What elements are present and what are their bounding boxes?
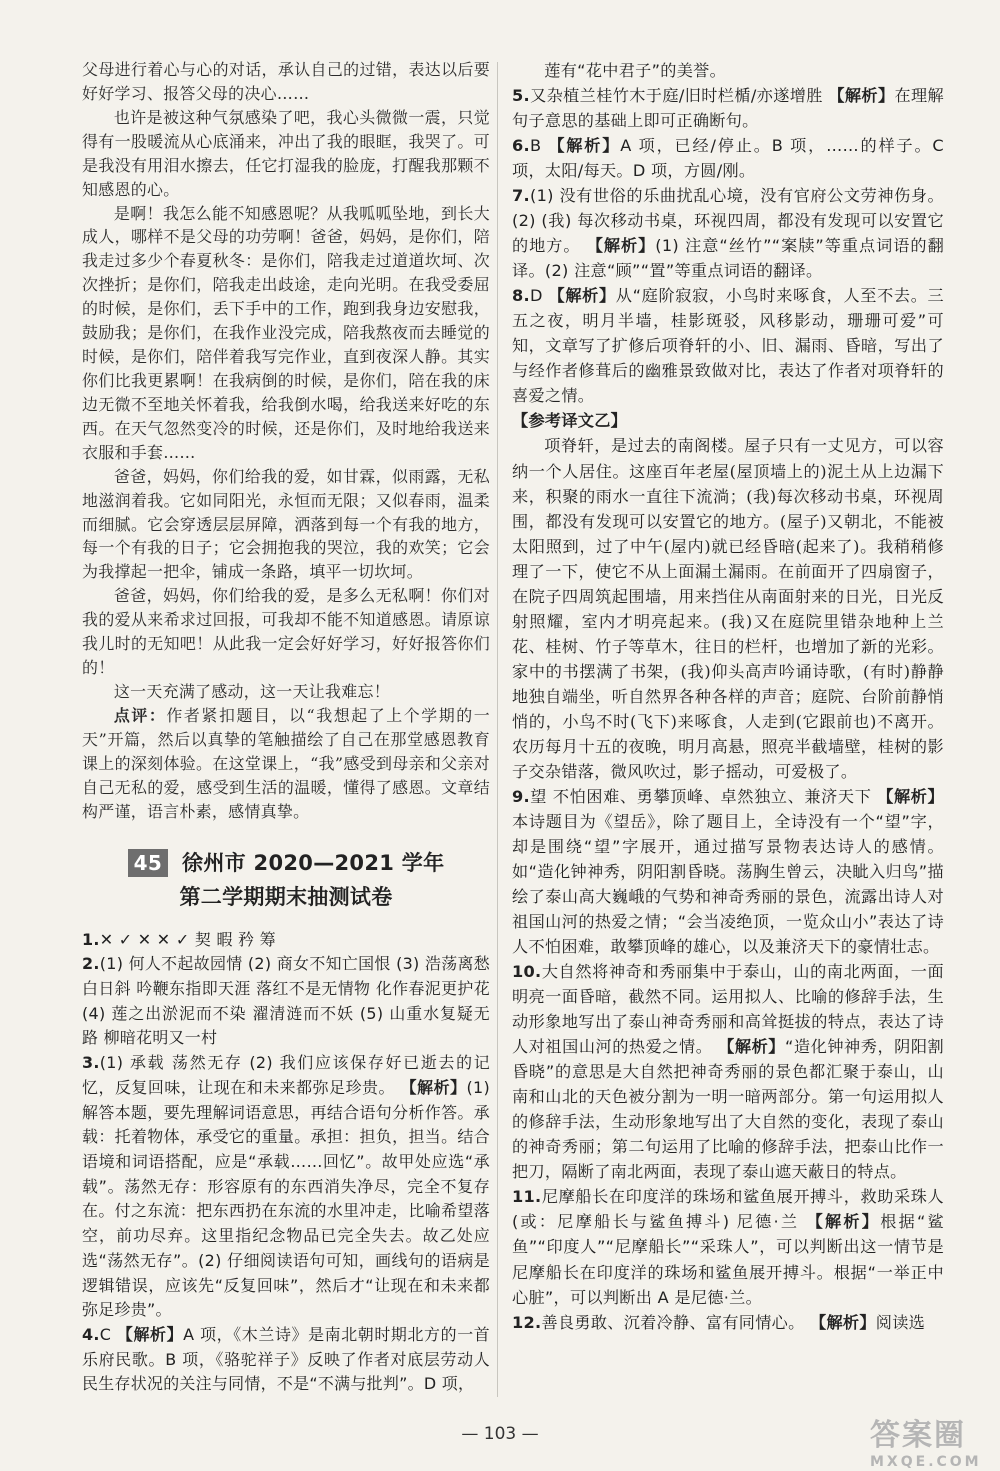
answer-text: (1) 没有世俗的乐曲扰乱心境，没有官府公文劳神伤身。(2) (我) 每次移动书桌，环视四周，都没有发现可以安置它的地方。 — [512, 186, 944, 256]
essay-paragraph: 是啊！我怎么能不知感恩呢？从我呱呱坠地，到长大成人，哪样不是父母的功劳啊！爸爸，妈妈，是你们，陪我走过多少个春夏秋冬：是你们，陪我走过道道坎坷、次次挫折；是你们，陪我走出歧途，走向光明。在我受委屈的时候，是你们，丢下手中的工作，跑到我身边安慰我，鼓励我；是你们，在我作业没完成，陪我熬夜而去睡觉的时候，是你们，陪伴着我写完作业，直到夜深人静。其实你们比我更累啊！在我病倒的时候，是你们，陪在我的床边无微不至地关怀着我，给我倒水喝，给我送来好吃的东西。在天气忽然变冷的时候，还是你们，及时地给我送来衣服和手套…… — [82, 203, 490, 462]
reference-translation-label: 【参考译文乙】 — [512, 411, 628, 431]
analysis-text: (1) 解答本题，要先理解词语意思，再结合语句分析作答。承载：托着物体，承受它的重量。承担：担负，担当。结合语境和词语搭配，应是“承载……回忆”。故甲处应选“承载”。荡然无存：形容原有的东西消失净尽，完全不复存在。付之东流：把东西扔在东流的水里冲走，比喻希望落空，前功尽弃。这里指纪念物品已完全失去。故乙处应选“荡然无存”。(2) 仔细阅读语句可知，画线句的语病是逻辑错误，应该先“反复回味”，然后才“让现在和未来都弥足珍贵”。 — [82, 1077, 491, 1320]
answer-number: 6. — [512, 136, 530, 156]
answer-item — [512, 83, 944, 133]
answer-number: 3. — [82, 1053, 100, 1073]
analysis-text: A 项，《木兰诗》是南北朝时期北方的一首乐府民歌。B 项，《骆驼祥子》反映了作者对底层劳动人民生存状况的关注与同情，不是“不满与批判”。D 项， — [82, 1325, 490, 1394]
answer-item — [82, 1051, 490, 1323]
reference-translation-text: 项脊轩，是过去的南阁楼。屋子只有一丈见方，可以容纳一个人居住。这座百年老屋(屋顶墙上的)泥土从上边漏下来，积聚的雨水一直往下流淌；(我)每次移动书桌，环视周围，都没有发现可以安置它的地方。(屋子)又朝北，不能被太阳照到，过了中午(屋内)就已经昏暗(起来了)。我稍稍修理了一下，使它不从上面漏土漏雨。在前面开了四扇窗子，在院子四周筑起围墙，用来挡住从南面射来的日光，日光反射照耀，室内才明亮起来。(我)又在庭院里错杂地种上兰花、桂树、竹子等草木，往日的栏杆，也增加了新的光彩。家中的书摆满了书架，(我)仰头高声吟诵诗歌，(有时)静静地独自端坐，听自然界各种各样的声音；庭院、台阶前静悄悄的，小鸟不时(飞下)来啄食，人走到(它跟前也)不离开。农历每月十五的夜晚，明月高悬，照亮半截墙壁，桂树的影子交杂错落，微风吹过，影子摇动，可爱极了。 — [512, 436, 944, 781]
answer-item — [82, 1323, 490, 1397]
answer-text: 尼摩船长在印度洋的珠场和鲨鱼展开搏斗，救助采珠人(或：尼摩船长与鲨鱼搏斗) 尼德·兰 — [512, 1187, 944, 1232]
analysis-text: 本诗题目为《望岳》，除了题目上，全诗没有一个“望”字，却是围绕“望”字展开，通过描写景物表达诗人的感情。如“造化钟神秀，阴阳割昏晓。荡胸生曾云，决眦入归鸟”描绘了泰山高大巍峨的气势和神奇秀丽的景色，流露出诗人对祖国山河的热爱之情；“会当凌绝顶，一览众山小”表达了诗人不怕困难，敢攀顶峰的雄心，以及兼济天下的豪情壮志。 — [512, 811, 944, 957]
analysis-text: A 项，已经/停止。B 项，……的样子。C 项，太阳/每天。D 项，方圆/刚。 — [512, 136, 944, 181]
analysis-text: (1) 注意“丝竹”“案牍”等重点词语的翻译。(2) 注意“顾”“置”等重点词语的翻译。 — [512, 236, 945, 281]
answer-number: 2. — [82, 954, 100, 974]
answer-number: 1. — [82, 929, 100, 949]
continued-line: 莲有“花中君子”的美誉。 — [544, 61, 727, 80]
analysis-text: “造化钟神秀，阴阳割昏晓”的意思是大自然把神奇秀丽的景色都汇聚于泰山，山南和山北的天色被分割为一明一暗两部分。第一句运用拟人的修辞手法，生动形象地写出了大自然的变化，表现了泰山的神奇秀丽；第二句运用了比喻的修辞手法，把泰山比作一把刀，隔断了南北两面，表现了泰山遮天蔽日的特点。 — [512, 1037, 945, 1182]
answer-text: B — [529, 136, 542, 156]
answer-text: 善良勇敢、沉着冷静、富有同情心。 — [541, 1312, 805, 1332]
answer-number: 7. — [512, 186, 530, 206]
column-divider — [497, 62, 498, 1397]
left-column — [82, 58, 490, 1401]
right-column — [512, 58, 944, 1401]
section-heading — [82, 846, 490, 914]
essay-paragraph: 爸爸，妈妈，你们给我的爱，如甘霖，似雨露，无私地滋润着我。它如同阳光，永恒而无限；又似春雨，温柔而细腻。它会穿透层层屏障，洒落到每一个有我的地方，每一个有我的日子；它会拥抱我的哭泣，我的欢笑；它会为我撑起一把伞，铺成一条路，填平一切坎坷。 — [82, 466, 490, 582]
answer-text: 大自然将神奇和秀丽集中于泰山，山的南北两面，一面明亮一面昏暗，截然不同。运用拟人、比喻的修辞手法，生动形象地写出了泰山神奇秀丽和高耸挺拔的特点，表达了诗人对祖国山河的热爱之情。 — [512, 962, 944, 1057]
analysis-tag: 【解析】 — [877, 786, 945, 806]
analysis-tag: 【解析】 — [810, 1312, 876, 1332]
comment-text: 作者紧扣题目，以“我想起了上个学期的一天”开篇，然后以真挚的笔触描绘了自己在那堂感恩教育课上的深刻体验。在这堂课上，“我”感受到母亲和父亲对自己无私的爱，感受到生活的温暖，懂得了感恩。文章结构严谨，语言朴素，感情真挚。 — [82, 705, 490, 821]
answer-number: 10. — [512, 962, 542, 982]
page-number: — 103 — — [461, 1424, 539, 1444]
answer-item — [512, 283, 944, 408]
answer-number: 11. — [512, 1187, 542, 1207]
answer-text: (1) 承载 荡然无存 (2) 我们应该保存好已逝去的记忆，反复回味，让现在和未来都弥足珍贵。 — [82, 1053, 490, 1097]
analysis-tag: 【解析】 — [400, 1077, 467, 1097]
site-watermark-logo — [870, 1410, 982, 1470]
analysis-text: 从“庭阶寂寂，小鸟时来啄食，人至不去。三五之夜，明月半墙，桂影斑驳，风移影动，珊珊可爱”可知，文章写了扩修后项脊轩的小、旧、漏雨、昏暗，写出了与经作者修葺后的幽雅景致做对比，表达了作者对项脊轩的喜爱之情。 — [512, 286, 944, 406]
analysis-tag: 【解析】 — [548, 136, 621, 156]
comment-paragraph — [82, 704, 490, 824]
answer-item — [512, 183, 944, 283]
answer-text: ✕ ✓ ✕ ✕ ✓ 契 暇 矜 筹 — [99, 929, 276, 949]
answer-item — [82, 928, 490, 953]
answer-text: 又杂植兰桂竹木于庭/旧时栏楯/亦遂增胜 — [529, 86, 823, 106]
essay-paragraph: 这一天充满了感动，这一天让我难忘！ — [113, 681, 390, 701]
answer-item — [512, 1310, 944, 1335]
answer-item — [512, 133, 944, 183]
essay-paragraph: 父母进行着心与心的对话，承认自己的过错，表达以后要好好学习、报答父母的决心…… — [82, 60, 490, 103]
watermark-url: MXQE.COM — [870, 1454, 982, 1470]
answer-text: D — [529, 286, 543, 306]
section-title-line1: 徐州市 2020—2021 学年 — [182, 850, 445, 875]
answer-number: 5. — [512, 86, 530, 106]
answer-number: 8. — [512, 286, 530, 306]
answer-item — [82, 952, 490, 1051]
comment-label: 点评： — [113, 705, 167, 725]
answer-text: (1) 何人不起故园情 (2) 商女不知亡国恨 (3) 浩荡离愁白日斜 吟鞭东指即天涯 落红不是无情物 化作春泥更护花 (4) 莲之出淤泥而不染 濯清涟而不妖 (5) 山重水复疑无路 柳暗花明又一村 — [82, 954, 490, 1048]
answer-text: 望 不怕困难、勇攀顶峰、卓然独立、兼济天下 — [529, 786, 872, 806]
essay-paragraph: 爸爸，妈妈，你们给我的爱，是多么无私啊！你们对我的爱从来希求过回报，可我却不能不知道感恩。请原谅我儿时的无知吧！从此我一定会好好学习，好好报答你们的！ — [82, 586, 490, 678]
answer-item — [512, 1184, 944, 1309]
analysis-tag: 【解析】 — [828, 86, 895, 106]
answer-text: C — [99, 1325, 112, 1344]
analysis-text: 在理解句子意思的基础上即可正确断句。 — [512, 86, 944, 131]
essay-paragraph: 也许是被这种气氛感染了吧，我心头微微一震，只觉得有一股暖流从心底涌来，冲出了我的眼眶，我哭了。可是我没有用泪水擦去，任它打湿我的脸庞，打醒我那颗不知感恩的心。 — [82, 107, 490, 199]
answers-left — [82, 928, 490, 1398]
answer-number: 12. — [512, 1312, 542, 1332]
analysis-tag: 【解析】 — [718, 1037, 785, 1057]
answer-number: 4. — [82, 1325, 100, 1344]
watermark-title: 答案圈 — [870, 1418, 966, 1453]
analysis-tag: 【解析】 — [548, 286, 616, 306]
analysis-tag: 【解析】 — [586, 236, 656, 256]
answer-item — [512, 959, 944, 1184]
answer-item — [512, 784, 944, 959]
essay-text — [82, 58, 490, 824]
section-title-line2: 第二学期期末抽测试卷 — [179, 884, 393, 909]
analysis-text: 根据“鲨鱼”“印度人”“尼摩船长”“采珠人”，可以判断出这一情节是尼摩船长在印度洋的珠场和鲨鱼展开搏斗。根据“一举正中心脏”，可以判断出 A 是尼德·兰。 — [512, 1212, 945, 1307]
section-number-badge: 45 — [128, 849, 168, 877]
analysis-text: 阅读选 — [875, 1312, 926, 1332]
analysis-tag: 【解析】 — [116, 1325, 184, 1344]
answer-number: 9. — [512, 786, 530, 806]
analysis-tag: 【解析】 — [806, 1212, 881, 1232]
